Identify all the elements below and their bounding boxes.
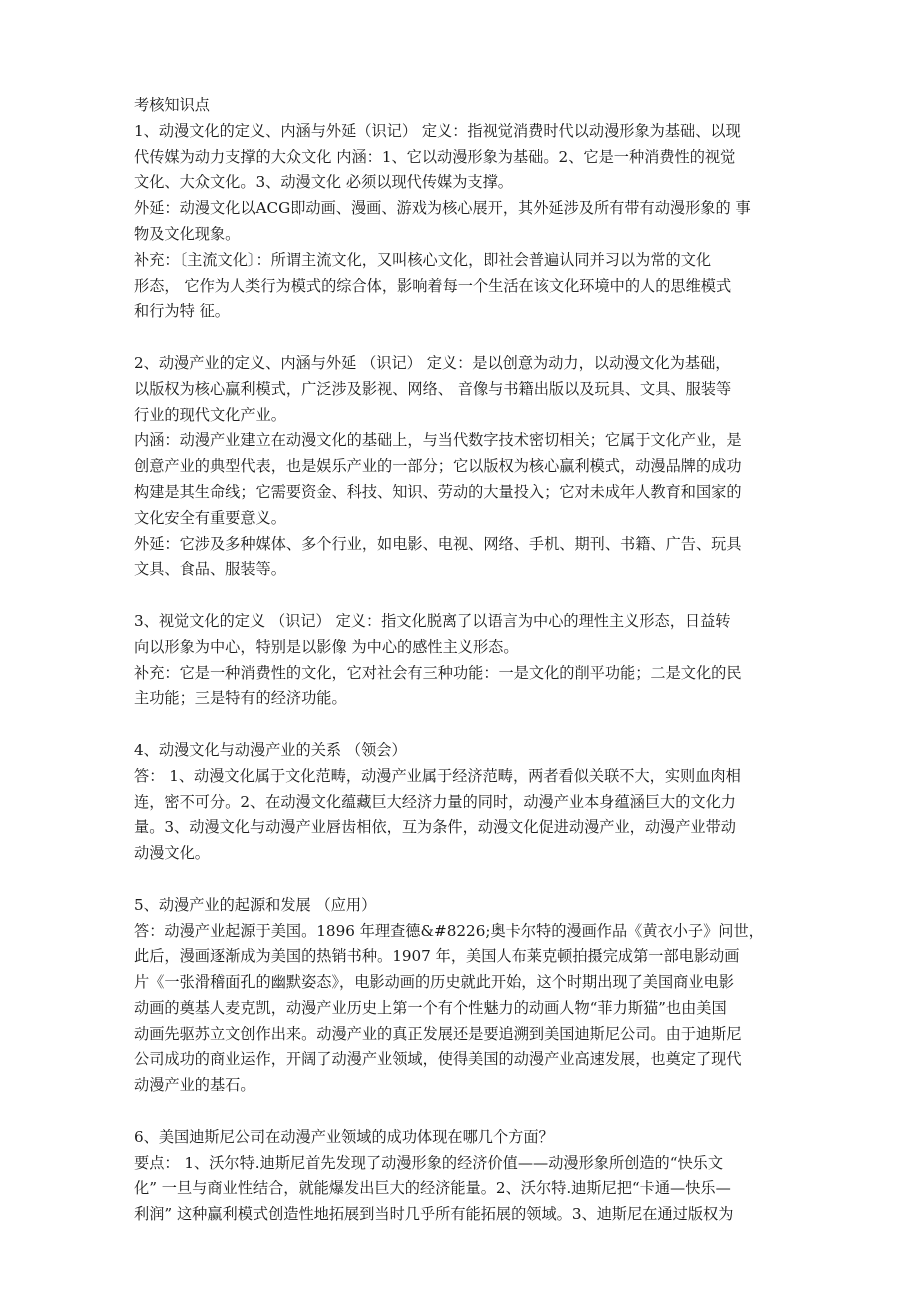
paragraph-line: 3、视觉文化的定义 （识记） 定义：指文化脱离了以语言为中心的理性主义形态，日益转 (134, 611, 731, 630)
document-page (134, 93, 798, 1228)
paragraph-line: 和行为特 征。 (134, 302, 230, 321)
section-spacer (134, 583, 798, 609)
paragraph-line: 利润” 这种赢利模式创造性地拓展到当时几乎所有能拓展的领域。3、迪斯尼在通过版权为 (134, 1205, 734, 1224)
paragraph-line: 内涵：动漫产业建立在动漫文化的基础上，与当代数字技术密切相关；它属于文化产业，是 (134, 431, 742, 450)
paragraph-line: 创意产业的典型代表，也是娱乐产业的一部分；它以版权为核心赢利模式，动漫品牌的成功 (134, 457, 742, 476)
paragraph-line: 答：动漫产业起源于美国。1896 年理查德&#8226;奥卡尔特的漫画作品《黄衣小子》问世， (134, 921, 764, 940)
section-spacer (134, 325, 798, 351)
paragraph-line: 答： 1、动漫文化属于文化范畴，动漫产业属于经济范畴，两者看似关联不大，实则血肉相 (134, 766, 741, 785)
paragraph-line: 此后，漫画逐渐成为美国的热销书种。1907 年，美国人布莱克顿拍摄完成第一部电影动画 (134, 947, 740, 966)
section-1 (134, 119, 798, 325)
paragraph-line: 外延：它涉及多种媒体、多个行业，如电影、电视、网络、手机、期刊、书籍、广告、玩具 (134, 534, 742, 553)
paragraph-line: 形态， 它作为人类行为模式的综合体，影响着每一个生活在该文化环境中的人的思维模式 (134, 276, 732, 295)
paragraph-line: 量。3、动漫文化与动漫产业唇齿相依，互为条件，动漫文化促进动漫产业，动漫产业带动 (134, 818, 736, 837)
paragraph-line: 动漫文化。 (134, 844, 210, 863)
paragraph-line: 片《一张滑稽面孔的幽默姿态》，电影动画的历史就此开始，这个时期出现了美国商业电影 (134, 973, 734, 992)
paragraph-line: 构建是其生命线；它需要资金、科技、知识、劳动的大量投入；它对未成年人教育和国家的 (134, 482, 742, 501)
paragraph-line: 以版权为核心赢利模式，广泛涉及影视、网络、 音像与书籍出版以及玩具、文具、服装等 (134, 379, 732, 398)
paragraph-line: 动漫产业的基石。 (134, 1076, 256, 1095)
paragraph-line: 文化安全有重要意义。 (134, 508, 286, 527)
section-6 (134, 1125, 798, 1228)
section-4 (134, 738, 798, 867)
paragraph-line: 外延：动漫文化以ACG即动画、漫画、游戏为核心展开，其外延涉及所有带有动漫形象的 事 (134, 199, 751, 218)
paragraph-line: 主功能；三是特有的经济功能。 (134, 689, 347, 708)
paragraph-line: 向以形象为中心，特别是以影像 为中心的感性主义形态。 (134, 637, 519, 656)
paragraph-line: 物及文化现象。 (134, 224, 241, 243)
paragraph-line: 动画先驱苏立文创作出来。动漫产业的真正发展还是要追溯到美国迪斯尼公司。由于迪斯尼 (134, 1024, 742, 1043)
document-title: 考核知识点 (134, 96, 210, 114)
section-2 (134, 351, 798, 583)
paragraph-line: 行业的现代文化产业。 (134, 405, 286, 424)
paragraph-line: 补充：〔主流文化〕：所谓主流文化，又叫核心文化，即社会普遍认同并习以为常的文化 (134, 250, 712, 269)
paragraph-line: 5、动漫产业的起源和发展 （应用） (134, 895, 377, 914)
paragraph-line: 代传媒为动力支撑的大众文化 内涵：1、它以动漫形象为基础。2、它是一种消费性的视觉 (134, 147, 736, 166)
paragraph-line: 连，密不可分。2、在动漫文化蕴藏巨大经济力量的同时，动漫产业本身蕴涵巨大的文化力 (134, 792, 736, 811)
paragraph-line: 补充：它是一种消费性的文化，它对社会有三种功能：一是文化的削平功能；二是文化的民 (134, 663, 742, 682)
paragraph-line: 要点： 1、沃尔特.迪斯尼首先发现了动漫形象的经济价值——动漫形象所创造的“快乐文 (134, 1153, 724, 1172)
paragraph-line: 文具、食品、服装等。 (134, 560, 286, 579)
paragraph-line: 文化、大众文化。3、动漫文化 必须以现代传媒为支撑。 (134, 173, 513, 192)
paragraph-line: 2、动漫产业的定义、内涵与外延 （识记） 定义：是以创意为动力，以动漫文化为基础， (134, 353, 731, 372)
section-spacer (134, 1099, 798, 1125)
paragraph-line: 1、动漫文化的定义、内涵与外延（识记） 定义：指视觉消费时代以动漫形象为基础、以现 (134, 121, 741, 140)
paragraph-line: 动画的奠基人麦克凯，动漫产业历史上第一个有个性魅力的动画人物“菲力斯猫”也由美国 (134, 998, 727, 1017)
paragraph-line: 化” 一旦与商业性结合，就能爆发出巨大的经济能量。2、沃尔特.迪斯尼把“卡通—快乐— (134, 1179, 731, 1198)
section-5 (134, 893, 798, 1099)
paragraph-line: 6、美国迪斯尼公司在动漫产业领域的成功体现在哪几个方面？ (134, 1127, 554, 1146)
paragraph-line: 公司成功的商业运作，开阔了动漫产业领域，使得美国的动漫产业高速发展，也奠定了现代 (134, 1050, 742, 1069)
section-3 (134, 609, 798, 712)
paragraph-line: 4、动漫文化与动漫产业的关系 （领会） (134, 740, 407, 759)
section-spacer (134, 712, 798, 738)
section-spacer (134, 867, 798, 893)
